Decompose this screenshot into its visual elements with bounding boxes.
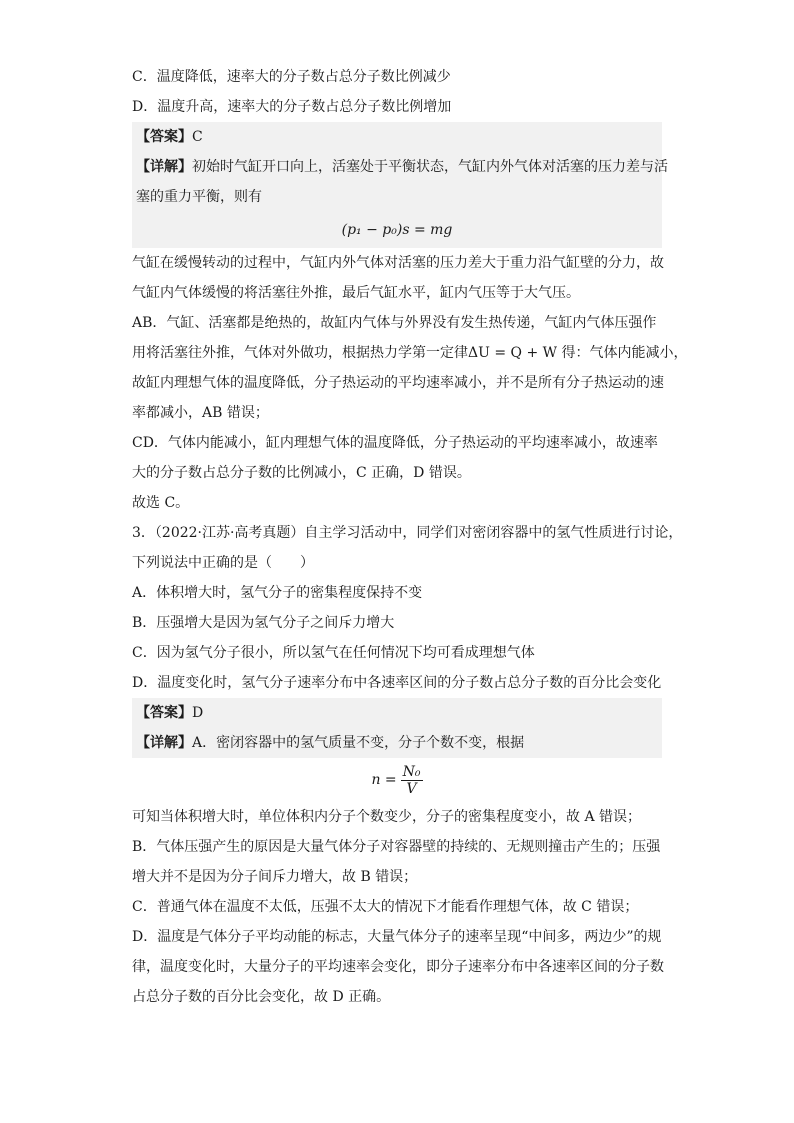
- q3-stem-line-2: 下列说法中正确的是（ ）: [132, 555, 314, 571]
- q3-formula: [132, 758, 662, 802]
- q2-body: [132, 248, 688, 518]
- body-line: C．普通气体在温度不太低，压强不太大的情况下才能看作理想气体，故 C 错误；: [132, 899, 639, 915]
- q3-option-c: C．因为氢气分子很小，所以氢气在任何情况下均可看成理想气体: [132, 645, 535, 661]
- q3-answer: [136, 698, 658, 728]
- q3-option-b: B．压强增大是因为氢气分子之间斥力增大: [132, 615, 395, 631]
- body-line: 气缸内气体缓慢的将活塞往外推，最后气缸水平，缸内气压等于大气压。: [132, 285, 580, 301]
- fraction: [401, 764, 423, 797]
- body-line: 占总分子数的百分比会变化，故 D 正确。: [132, 989, 391, 1005]
- body-line: 增大并不是因为分子间斥力增大，故 B 错误；: [132, 869, 418, 885]
- detail-label: 【详解】: [136, 159, 192, 175]
- answer-value: D: [192, 705, 204, 721]
- q2-answer: [136, 122, 658, 152]
- body-line: 大的分子数占总分子数的比例减小，C 正确，D 错误。: [132, 465, 471, 481]
- q3-stem-line-1: 3．（2022·江苏·高考真题）自主学习活动中，同学们对密闭容器中的氢气性质进行讨论，: [132, 525, 683, 541]
- body-line: 率都减小，AB 错误；: [132, 405, 269, 421]
- body-line: 故选 C。: [132, 495, 190, 511]
- body-line: CD．气体内能减小，缸内理想气体的温度降低，分子热运动的平均速率减小，故速率: [132, 435, 658, 451]
- document-page: [132, 62, 688, 1012]
- body-line: 可知当体积增大时，单位体积内分子个数变少，分子的密集程度变小，故 A 错误；: [132, 809, 642, 825]
- answer-value: C: [192, 129, 203, 145]
- body-line: B．气体压强产生的原因是大量气体分子对容器壁的持续的、无规则撞击产生的；压强: [132, 839, 661, 855]
- fraction-denominator: V: [406, 780, 417, 797]
- q2-option-d: D．温度升高，速率大的分子数占总分子数比例增加: [132, 99, 452, 115]
- answer-label: 【答案】: [136, 129, 192, 145]
- q3-answer-block: [132, 698, 662, 758]
- body-line: D．温度是气体分子平均动能的标志，大量气体分子的速率呈现“中间多，两边少”的规: [132, 929, 662, 945]
- formula-lhs: n =: [371, 772, 397, 788]
- q3-option-a: A．体积增大时，氢气分子的密集程度保持不变: [132, 585, 423, 601]
- q2-answer-block: [132, 122, 668, 248]
- answer-label: 【答案】: [136, 705, 192, 721]
- q2-detail-line-2: 塞的重力平衡，则有: [136, 189, 262, 205]
- q3-body: [132, 802, 662, 1012]
- detail-label: 【详解】: [136, 735, 192, 751]
- q2-option-c: C．温度降低，速率大的分子数占总分子数比例减少: [132, 69, 451, 85]
- body-line: 律，温度变化时，大量分子的平均速率会变化，即分子速率分布中各速率区间的分子数: [132, 959, 664, 975]
- body-line: AB．气缸、活塞都是绝热的，故缸内气体与外界没有发生热传递，气缸内气体压强作: [132, 315, 657, 331]
- q3-detail-line-1: 【详解】A．密闭容器中的氢气质量不变，分子个数不变，根据: [136, 735, 525, 751]
- body-line: 气缸在缓慢转动的过程中，气缸内外气体对活塞的压力差大于重力沿气缸壁的分力，故: [132, 255, 664, 271]
- q3-option-d: D．温度变化时，氢气分子速率分布中各速率区间的分子数占总分子数的百分比会变化: [132, 675, 662, 691]
- q2-formula: (p₁ − p₀)s = mg: [341, 222, 453, 238]
- body-line: 故缸内理想气体的温度降低，分子热运动的平均速率减小，并不是所有分子热运动的速: [132, 375, 664, 391]
- body-line: 用将活塞往外推，气体对外做功，根据热力学第一定律ΔU = Q + W 得：气体内能减小，: [132, 345, 688, 361]
- q2-detail-line-1: 【详解】初始时气缸开口向上，活塞处于平衡状态，气缸内外气体对活塞的压力差与活: [136, 159, 668, 175]
- fraction-numerator: N₀: [402, 763, 421, 780]
